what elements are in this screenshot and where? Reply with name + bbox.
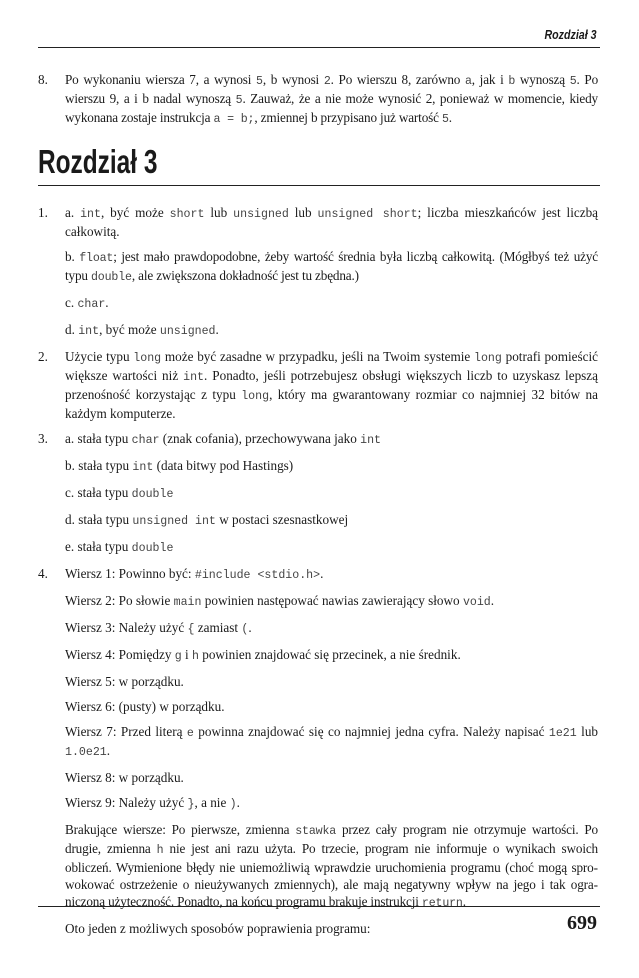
answer-3e: e. stała typu double (65, 539, 174, 555)
answer-4-line3: Wiersz 3: Należy użyć { zamiast (. (65, 620, 252, 636)
answer-2-text: Użycie typu long może być zasadne w przypadku, jeśli na Twoim systemie long potrafi pomieścić większe wartości niż int. Ponadto, jeśli potrzebujesz obsługi większych liczb to uzyskasz lepszą przenośność korzystając z typu long, który ma gwarantowany rozmiar co najmniej 32 bitów na każdym komputerze. (65, 349, 599, 421)
answer-1b: b. float; jest mało prawdopodobne, żeby wartość średnia była liczbą całkowitą. (Mógłbyś też użyć typu double, ale zwiększona dokładność jest tu zbędna.) (65, 249, 598, 284)
answer-number: 1. (38, 205, 48, 220)
answer-4-last: Oto jeden z możliwych sposobów poprawienia programu: (65, 921, 371, 936)
answer-4-line6: Wiersz 6: (pusty) w porządku. (65, 699, 225, 714)
header-rule (38, 47, 600, 48)
answer-3 (38, 430, 598, 557)
answer-number: 4. (38, 566, 48, 581)
answer-1a: a. int, być może short lub unsigned lub unsigned short; liczba mieszkańców jest liczbą całkowitą. (65, 205, 599, 239)
answer-4-line7: Wiersz 7: Przed literą e powinna znajdować się co najmniej jedna cyfra. Należy napisać 1e21 lub 1.0e21. (65, 724, 599, 759)
answer-8 (38, 71, 598, 128)
answer-number: 3. (38, 431, 48, 446)
answer-number: 2. (38, 349, 48, 364)
answer-text: Po wykonaniu wiersza 7, a wynosi 5, b wynosi 2. Po wierszu 8, zarówno a, jak i b wynoszą 5. Po wierszu 9, a i b nadal wynoszą 5. Zauważ, że a nie może wynosić 2, ponieważ w momencie, kiedy wykonana zostaje instrukcja a = b;, zmiennej b przypisano już wartość 5. (65, 72, 599, 126)
chapter-rule (38, 185, 600, 186)
chapter-title: Rozdział 3 (38, 143, 158, 180)
answer-3d: d. stała typu unsigned int w postaci szesnastkowej (65, 512, 349, 528)
answer-4-line8: Wiersz 8: w porządku. (65, 770, 184, 785)
answer-1d: d. int, być może unsigned. (65, 322, 219, 338)
answer-3c: c. stała typu double (65, 485, 174, 501)
answer-2 (38, 348, 598, 422)
answer-4-missing: Brakujące wiersze: Po pierwsze, zmienna stawka przez cały program nie otrzymuje wartości. Po drugie, zmienna h nie jest ani razu użyta. Po trzecie, program nie informuje o wynikach swoich obliczeń. Wymienione błędy nie uniemożliwią wprawdzie uruchomienia programu (choć mogą sprowokować ostrzeżenie o nieużywanych zmiennych), ale mają negatywny wpływ na jego i tak ograniczoną użyteczność. Ponadto, na końcu programu brakuje instrukcji return. (65, 822, 598, 910)
answer-4-line5: Wiersz 5: w porządku. (65, 674, 184, 689)
answer-1c: c. char. (65, 295, 109, 311)
answer-4-line9: Wiersz 9: Należy użyć }, a nie ). (65, 795, 240, 811)
answer-3b: b. stała typu int (data bitwy pod Hastings) (65, 458, 294, 474)
answer-4-line2: Wiersz 2: Po słowie main powinien następować nawias zawierający słowo void. (65, 593, 495, 609)
answer-1 (38, 204, 598, 340)
answer-number: 8. (38, 72, 48, 87)
answer-4 (38, 565, 598, 937)
page-number: 699 (567, 912, 597, 934)
answer-4-line1: Wiersz 1: Powinno być: #include <stdio.h>. (65, 566, 324, 582)
answers-list (38, 204, 598, 945)
footer-rule (38, 906, 600, 907)
answers-list-prev (38, 71, 598, 136)
answer-3a: a. stała typu char (znak cofania), przechowywana jako int (65, 431, 382, 447)
answer-4-line4: Wiersz 4: Pomiędzy g i h powinien znajdować się przecinek, a nie średnik. (65, 647, 461, 663)
running-header: Rozdział 3 (544, 27, 597, 42)
